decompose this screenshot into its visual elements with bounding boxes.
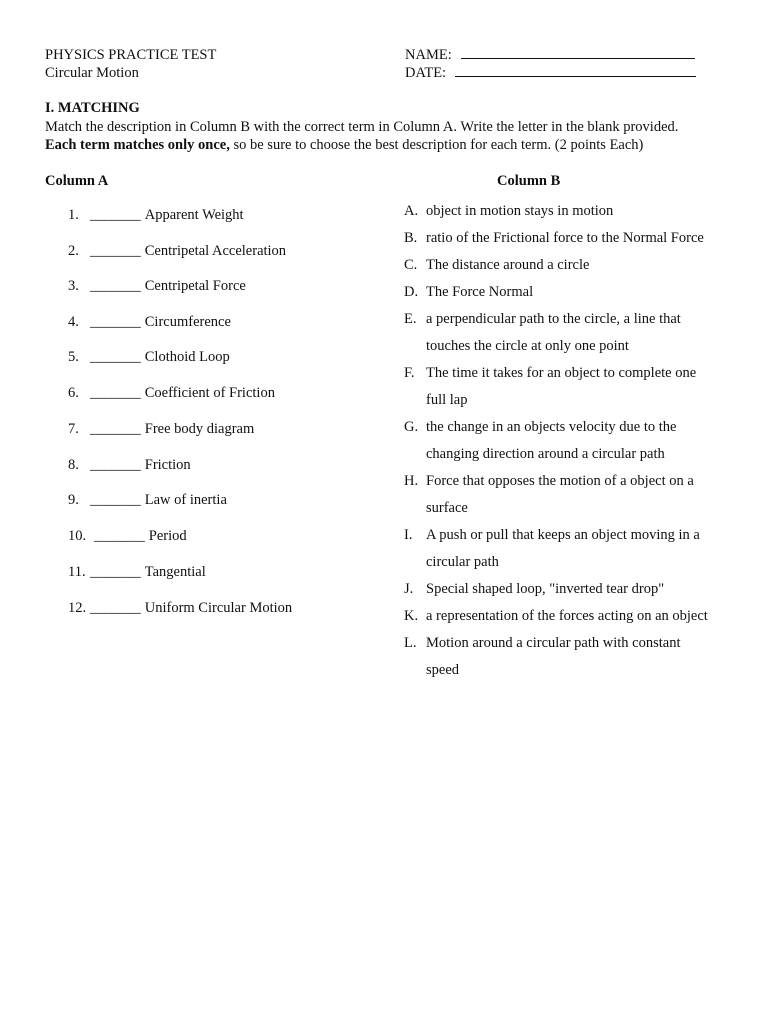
item-letter: C. [404,257,418,273]
column-a-item [68,313,231,331]
column-b-item [404,576,711,603]
column-a-item [68,206,244,224]
column-b-item [404,306,711,360]
item-number: 10. [68,528,87,544]
item-term: Law of inertia [144,492,227,508]
answer-blank[interactable]: _______ [90,314,141,330]
item-term: Friction [144,457,191,473]
item-description: ratio of the Frictional force to the Normal Force [426,230,704,246]
column-b-item [404,198,711,225]
column-a-item [68,563,206,581]
item-term: Centripetal Acceleration [144,243,287,259]
name-label: NAME: [405,47,452,63]
item-term: Tangential [144,564,206,580]
column-a-item [68,420,254,438]
column-a-item [68,599,292,617]
item-description: the change in an objects velocity due to the changing direction around a circular path [426,419,677,462]
answer-blank[interactable]: _______ [94,528,145,544]
answer-blank[interactable]: _______ [90,207,141,223]
column-a-item [68,384,275,402]
answer-blank[interactable]: _______ [90,385,141,401]
column-a-heading: Column A [45,173,109,189]
item-letter: G. [404,419,419,435]
answer-blank[interactable]: _______ [90,278,141,294]
answer-blank[interactable]: _______ [90,243,141,259]
item-number: 9. [68,492,79,508]
item-number: 11. [68,564,86,580]
column-b-item [404,468,711,522]
column-a-item [68,456,191,474]
name-field[interactable] [405,46,696,64]
date-field[interactable] [405,64,696,82]
instruction-bold: Each term matches only once, [45,137,230,153]
item-number: 1. [68,207,79,223]
item-number: 12. [68,600,87,616]
column-b-list [404,198,711,684]
item-description: a representation of the forces acting on an object [426,608,708,624]
instructions [45,118,678,154]
instruction-line-2 [45,136,678,154]
item-description: The Force Normal [426,284,534,300]
test-subtitle: Circular Motion [45,65,139,81]
item-term: Period [148,528,187,544]
date-label: DATE: [405,65,447,81]
item-number: 2. [68,243,79,259]
column-b-item [404,630,711,684]
item-number: 8. [68,457,79,473]
answer-blank[interactable]: _______ [90,600,141,616]
item-number: 6. [68,385,79,401]
item-description: Special shaped loop, "inverted tear drop" [426,581,665,597]
item-description: a perpendicular path to the circle, a line that touches the circle at only one point [426,311,681,354]
item-description: The distance around a circle [426,257,590,273]
item-term: Circumference [144,314,231,330]
item-letter: E. [404,311,417,327]
item-letter: K. [404,608,419,624]
column-a-item [68,491,227,509]
item-term: Uniform Circular Motion [144,600,293,616]
answer-blank[interactable]: _______ [90,457,141,473]
item-term: Apparent Weight [144,207,244,223]
column-b-item [404,225,711,252]
section-title: I. MATCHING [45,100,140,116]
header-right [405,46,696,82]
column-b-item [404,414,711,468]
item-letter: H. [404,473,419,489]
item-term: Free body diagram [144,421,255,437]
item-description: A push or pull that keeps an object moving in a circular path [426,527,700,570]
item-term: Clothoid Loop [144,349,230,365]
item-letter: D. [404,284,419,300]
instruction-rest: so be sure to choose the best description for each term. (2 points Each) [229,137,644,153]
column-a-item [68,277,246,295]
item-description: The time it takes for an object to complete one full lap [426,365,697,408]
item-letter: I. [404,527,413,543]
column-b-item [404,252,711,279]
date-blank-line[interactable] [455,64,696,77]
test-title: PHYSICS PRACTICE TEST [45,47,217,63]
item-number: 5. [68,349,79,365]
item-letter: A. [404,203,419,219]
column-b-heading: Column B [497,173,561,189]
answer-blank[interactable]: _______ [90,421,141,437]
answer-blank[interactable]: _______ [90,492,141,508]
item-term: Centripetal Force [144,278,246,294]
answer-blank[interactable]: _______ [90,349,141,365]
column-b-item [404,279,711,306]
item-description: Force that opposes the motion of a object on a surface [426,473,694,516]
instruction-line-1: Match the description in Column B with the correct term in Column A. Write the letter in the blank provided. [45,119,679,135]
column-a-item [68,348,230,366]
header-left [45,46,216,82]
answer-blank[interactable]: _______ [90,564,141,580]
item-description: object in motion stays in motion [426,203,614,219]
item-letter: L. [404,635,417,651]
item-number: 3. [68,278,79,294]
item-letter: F. [404,365,415,381]
item-term: Coefficient of Friction [144,385,275,401]
column-a-item [68,242,286,260]
column-a-item [68,527,187,545]
item-number: 7. [68,421,79,437]
column-b-item [404,360,711,414]
name-blank-line[interactable] [461,46,695,59]
item-description: Motion around a circular path with constant speed [426,635,681,678]
column-b-item [404,522,711,576]
item-number: 4. [68,314,79,330]
column-b-item [404,603,711,630]
item-letter: J. [404,581,414,597]
item-letter: B. [404,230,418,246]
